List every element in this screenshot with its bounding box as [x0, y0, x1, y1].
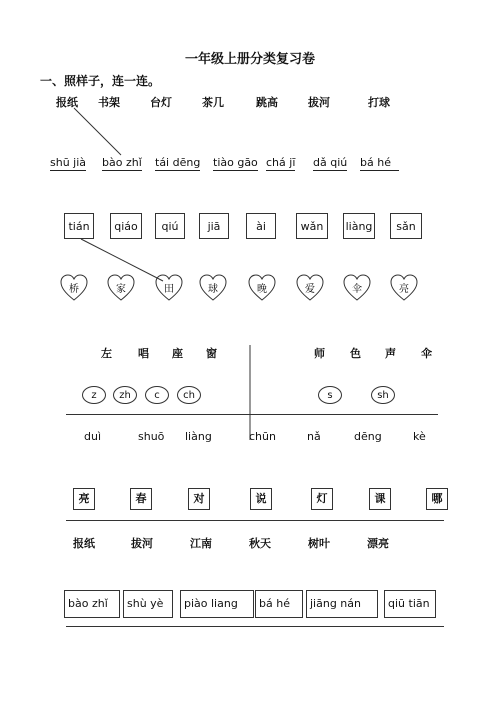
heart-char-3: 田: [164, 284, 174, 295]
word-bottom-4: 秋天: [249, 537, 271, 550]
sort-left-char-2: 唱: [138, 347, 149, 360]
pinyin-row-5: nǎ: [307, 430, 321, 443]
section-1-heading: 一、照样子，连一连。: [40, 74, 161, 88]
char-box-3: 对: [188, 488, 210, 510]
pinyin-2: bào zhǐ: [102, 156, 142, 169]
word-bottom-6: 漂亮: [367, 537, 389, 550]
pinyin-box-7: liàng: [343, 213, 375, 239]
sort-divider-line: [66, 414, 438, 415]
pinyin-bottom-box-6: qiū tiān: [384, 590, 436, 618]
sort-left-char-1: 左: [101, 347, 112, 360]
pinyin-box-4: jiā: [199, 213, 229, 239]
sort-left-char-4: 窗: [206, 347, 217, 360]
heart-char-1: 桥: [69, 284, 79, 295]
pinyin-box-1: tián: [64, 213, 94, 239]
pinyin-bottom-box-2: shù yè: [123, 590, 173, 618]
heart-char-6: 爱: [305, 284, 315, 295]
pinyin-box-5: ài: [246, 213, 276, 239]
char-box-1: 亮: [73, 488, 95, 510]
word-bottom-1: 报纸: [73, 537, 95, 550]
pinyin-box-3: qiú: [155, 213, 185, 239]
initial-circle-1: z: [82, 386, 106, 404]
word-top-1: 报纸: [56, 96, 78, 109]
char-box-4: 说: [250, 488, 272, 510]
initial-circle-4: ch: [177, 386, 201, 404]
word-top-2: 书架: [98, 96, 120, 109]
bottom-divider-line: [66, 626, 444, 627]
pinyin-row-1: duì: [84, 430, 102, 443]
pinyin-row-7: kè: [413, 430, 426, 443]
pinyin-box-8: sǎn: [390, 213, 422, 239]
pinyin-row-4: chūn: [249, 430, 276, 443]
pinyin-3: tái dēng: [155, 156, 201, 169]
heart-char-4: 球: [208, 284, 218, 295]
sort-left-char-3: 座: [172, 347, 183, 360]
word-top-6: 拔河: [308, 96, 330, 109]
pinyin-bottom-box-4: bá hé: [255, 590, 303, 618]
char-box-6: 课: [369, 488, 391, 510]
page-title: 一年级上册分类复习卷: [184, 52, 315, 67]
char-box-2: 春: [130, 488, 152, 510]
sort-right-char-1: 师: [314, 347, 325, 360]
initial-circle-2: zh: [113, 386, 137, 404]
sort-right-char-2: 色: [350, 347, 361, 360]
pinyin-bottom-box-3: piào liang: [180, 590, 254, 618]
pinyin-row-3: liàng: [185, 430, 212, 443]
heart-char-2: 家: [116, 284, 126, 295]
pinyin-4: tiào gāo: [213, 156, 258, 169]
initial-circle-3: c: [145, 386, 169, 404]
char-box-7: 哪: [426, 488, 448, 510]
initial-circle-6: sh: [371, 386, 395, 404]
word-top-4: 茶几: [202, 96, 224, 109]
heart-char-8: 亮: [399, 284, 409, 295]
pinyin-1: shū jià: [50, 156, 87, 169]
word-top-7: 打球: [368, 96, 390, 109]
pinyin-5: chá jī: [266, 156, 296, 169]
pinyin-6: dǎ qiú: [313, 156, 348, 169]
char-divider-line: [66, 520, 444, 521]
word-bottom-5: 树叶: [308, 537, 330, 550]
heart-char-5: 晚: [257, 284, 267, 295]
word-top-3: 台灯: [150, 96, 172, 109]
pinyin-bottom-box-1: bào zhǐ: [64, 590, 120, 618]
pinyin-row-2: shuō: [138, 430, 165, 443]
word-top-5: 跳高: [256, 96, 278, 109]
char-box-5: 灯: [311, 488, 333, 510]
word-bottom-3: 江南: [190, 537, 212, 550]
heart-char-7: 伞: [352, 284, 362, 295]
sort-right-char-3: 声: [385, 347, 396, 360]
pinyin-7: bá hé: [360, 156, 399, 171]
word-bottom-2: 拔河: [131, 537, 153, 550]
pinyin-box-2: qiáo: [110, 213, 142, 239]
pinyin-box-6: wǎn: [296, 213, 328, 239]
pinyin-bottom-box-5: jiāng nán: [306, 590, 378, 618]
sort-right-char-4: 伞: [421, 347, 432, 360]
pinyin-row-6: dēng: [354, 430, 382, 443]
initial-circle-5: s: [318, 386, 342, 404]
